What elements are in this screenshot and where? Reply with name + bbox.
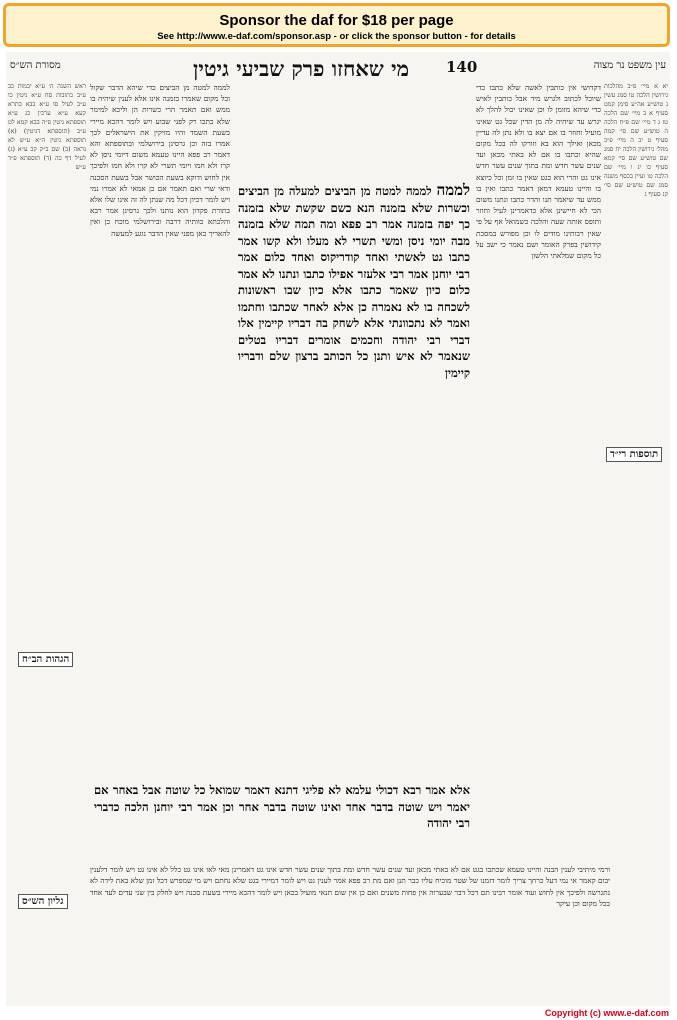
gemara-body: לממה למטה מן הביצים למעלה מן הביצים וכשרות שלא בזמנה הנא כשם שקשת שלא בזמנה כך יפה בזמנה אמר רב פפא ומה תמה שלא בזמנה מבה יומי ניסן ומשי תשרי לא מעלו ולא קשו אמר כתבו גט לאשתי ואחד קודריקוס ואחד כלום אמר רבי יוחנן אמר רבי אלעזר אפילו כתבו ונתנו לא אמר כלום כיון שאמר כתבו אלא כיון שבו ראשונות לשכחה בו לא נאמרה כן אלא לאחר שכתבו וחתמו ואמר לא נתכוונתי אלא לשחק בה דבריו קיימין אלו דברי רבי יהודה וחכמים אומרים דבריו בטלים שנאמר לא איש ותנן כל הכותב ברצון שלם ודבריו קיימין xyxy=(238,184,470,380)
tosafot-commentary-column: לממה למטה מן הביצים כדי שיהא הדבר שקול וכל מקום שאמרו בזמנה אינו אלא לענין שיהיה בו ממש ואם תאמר הרי כשרות הן וליכא למימר שלא כתבו רק לפני שבוע ויש לומר דהכא מיירי בשעת השמד והיו מזיקין את הישראלים לכך אמרו בזה וכן גרסינן בירושלמי ובתוספתא והא דאמר רב פפא היינו טעמא משום דיומי ניסן לא קרו ולא חמו ויומי תשרי לא קרו ולא חמו ולפיכך אין לחוש ודוקא בשעת הכושר אבל בשעת הסכנה ודאי שרי ואם תאמר אם כן אמאי לא אמרו נמי ויש לומר דכיון דכל מה שנתן לה זה אינו שלו אלא בתורת פקדון הוא נותנו ולכך גרסינן אמר רבא והלכתא כוותיה דרבה ובירושלמי מוכח כן ואין להאריך כאן מפני שאין הדבר נוגע למעשה xyxy=(90,83,230,238)
gemara-main-text xyxy=(238,182,470,782)
tosafot-rid-heading: תוספות רי״ד xyxy=(606,447,662,462)
sponsor-banner[interactable] xyxy=(3,3,670,47)
ein-mishpat-label: עין משפט נר מצוה xyxy=(593,60,666,71)
page-header xyxy=(6,52,670,80)
gilyon-hashas-heading: גליון הש״ס xyxy=(18,894,68,909)
copyright-notice: Copyright (c) www.e-daf.com xyxy=(544,1008,669,1018)
ein-mishpat-column: יא א מיי׳ פ״ב מהלכות גירושין הלכה טו סמג עשין נ טוש״ע אה״ע סימן קמט סעיף א ב מיי׳ שם הלכה טז ג ד מיי׳ שם פ״ח הלכה ה טוש״ע שם סי׳ קמה סעיף ט יב ה מיי׳ פ״ב מהל׳ גירושין הלכה יח סמג שם טוש״ע שם סי׳ קמא סעיף כו יג ו מיי׳ שם הלכה טו ועיין בכסף משנה סמג שם טוש״ע שם סי׳ קנ סעיף ג xyxy=(604,83,668,198)
masoret-hashas-column: ראש השנה ה׳ ע״א יבמות כב ע״ב כתובות סח ע״א גיטין כו ע״ב לעיל סו ע״א בבא בתרא קעא ע״א ערכין כג ע״א תוספתא גיטין פ״ה בבא קמא לט ע״ב (תוספתא דגיטין) (א) תוספתא גיטין ה״א ע״ש לא נראה (ב) שם ב״ק קב ע״א (ג) לעיל דף כה (ד) תוספתא פ״ד ע״ש xyxy=(8,83,86,171)
chapter-title: מי שאחזו פרק שביעי גיטין xyxy=(192,56,410,81)
masoret-hashas-label: מסורת הש״ס xyxy=(10,60,61,71)
hagahot-habach-heading: הגהות הב״ח xyxy=(18,652,73,667)
rashi-commentary-column: דקדושי אין כותבין לאשה שלא כתבו כדי שיוכל לכתוב ולגרש מיד אבל כותבין לאיש כדי שיהא מזומן לו וכן שאינו יכול להלך לא יגרש עד שיהיה לה מן הדין שכל גט שאינו מועיל וחוזר בו אם יצא בו ולא נתן לה עדיין מכאן ואילך הוא בא וזורקו לה בכל מקום שהיא וכתבו בו אם לא באתי מכאן ועד שנים עשר חדש ומת בתוך שנים עשר חדש אינו גט והרי הוא כגט שאין בו זמן וכל כיוצא בו והיינו טעמא דמאן דאמר כתבו ואין בו ממש עד שיאמר תנו והדר כתבו ונתנו משום הכי לא חיישינן אלא כדאמרינן לעיל וחוזר ותופס אותה שעה והלכה כשמואל אף על פי שאין רבותינו מודים לו וכן מפורש במסכת קידושין בפרק האומר ושם נאמר כי ישב על כל מקום שמלאתי הלשון xyxy=(476,83,601,261)
sponsor-subtitle: See http://www.e-daf.com/sponsor.asp - or click the sponsor button - for details xyxy=(157,31,516,42)
talmud-page xyxy=(6,52,670,1006)
bottom-commentary-block: ורמי מיתיבי לענין הבנה והיינו טעמא שכתבו בגט אם לא באתי מכאן ועד שנים עשר חדש ומת בתוך שנים עשר חדש אינו גט דאמרינן מאי לאו אינו גט כלל לא אינו גט ויש לומר דלענין יבום קאמר אי נמי דעל כרחך צריך לומר דזמנו של שטר מוכיח עליו כבר תנן ואם מת רב פפא אמר לענין גט ויש לומר דמיירי בגט שלא נחתם ויש מי שמפרש דכל זמן שלא באת לידה לא נתגרשה ולפיכך אין לחוש ועוד אומר רבינו תם דכל דבר שבערוה אין פחות משנים ואם כן אין שום תנאי מועיל בכאן ויש לומר דהכא מיירי בשעת סכנה ויש לחלק בין שני עדים לעד אחד בכל מקום וכן עיקר xyxy=(90,865,610,909)
gemara-continuation: אלא אמר רבא דכולי עלמא לא פליגי דתנא דאמר שמואל כל שוטה אבל באחר אם יאמר ויש שוטה בדבר אחד ואינו שוטה בדבר אחר וכן אמר רבי יוחנן הלכה כדברי רבי יהודה xyxy=(94,783,470,830)
sponsor-title[interactable]: Sponsor the daf for $18 per page xyxy=(219,12,454,29)
page-number: 140 xyxy=(446,58,478,76)
opening-word: לממה xyxy=(436,182,470,199)
